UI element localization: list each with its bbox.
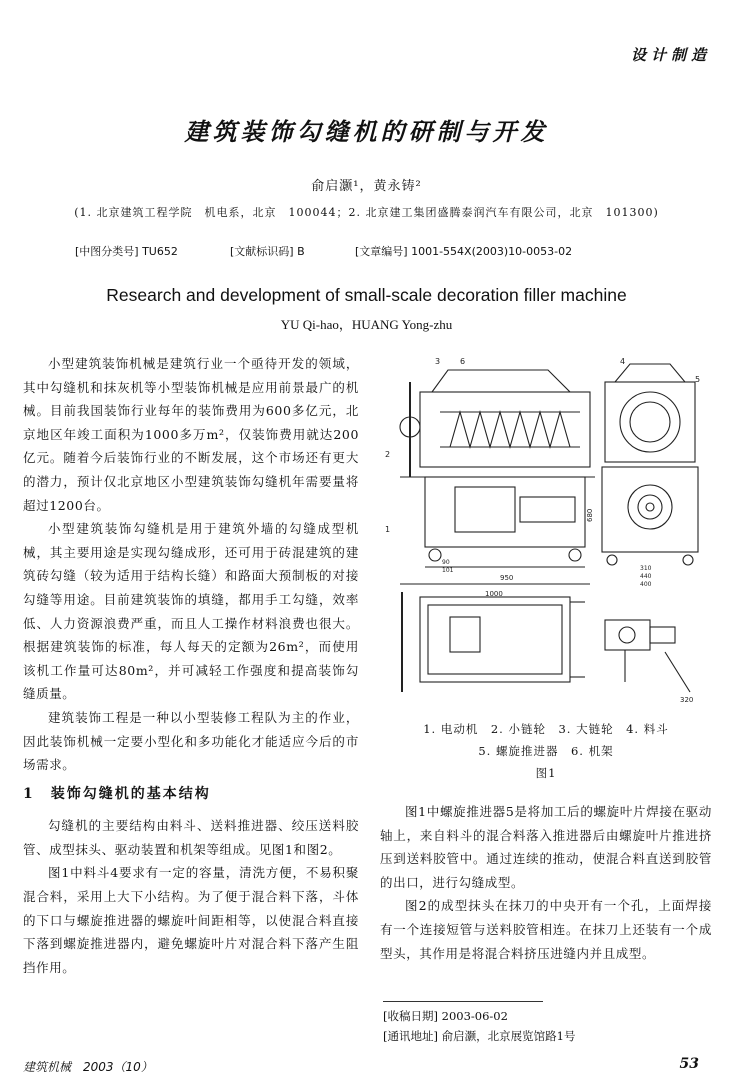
article-number: [文章编号] 1001-554X(2003)10-0053-02 bbox=[355, 245, 573, 258]
right-column bbox=[380, 800, 712, 965]
footnote-rule bbox=[383, 1001, 543, 1002]
paragraph: 小型建筑装饰机械是建筑行业一个亟待开发的领域，其中勾缝机和抹灰机等小型装饰机械是应用前景最广的机械。目前我国装饰行业每年的装饰费用为600多亿元，北京地区年竣工面积为1000多万m²，仅装饰费用就达200亿元。随着今后装饰行业的不断发展，这个市场还有更大的潜力，预计仅北京地区小型建筑装饰勾缝机年需要量将超过1200台。 bbox=[23, 356, 359, 513]
document-code: [文献标识码] B bbox=[230, 245, 305, 258]
english-authors: YU Qi-hao，HUANG Yong-zhu bbox=[280, 317, 453, 332]
dimension-label: 310 bbox=[640, 565, 652, 572]
dimension-label: 101 bbox=[442, 567, 454, 574]
part-number: 2 bbox=[385, 450, 391, 459]
paragraph: 图2的成型抹头在抹刀的中央开有一个孔，上面焊接有一个连接短管与送料胶管相连。在抹刀上还装有一个成型头，其作用是将混合料挤压进缝内并且成型。 bbox=[380, 898, 712, 961]
english-title: Research and development of small-scale decoration filler machine bbox=[106, 285, 627, 305]
end-view-lower bbox=[602, 467, 698, 552]
hopper bbox=[432, 370, 570, 392]
screw-propeller bbox=[450, 412, 570, 447]
end-view-upper bbox=[605, 382, 695, 462]
figure-label: 图1 bbox=[535, 766, 557, 780]
section-heading: 1 装饰勾缝机的基本结构 bbox=[23, 785, 211, 802]
detail-view bbox=[605, 620, 650, 650]
footnote-received: [收稿日期] 2003-06-02 bbox=[383, 1009, 508, 1023]
authors: 俞启灏¹，黄永铸² bbox=[311, 179, 422, 194]
figure-caption-line2: 5. 螺旋推进器 6. 机架 bbox=[478, 744, 614, 758]
paragraph: 图1中螺旋推进器5是将加工后的螺旋叶片焊接在驱动轴上，来自料斗的混合料落入推进器后由螺旋叶片推进挤压到送料胶管中。通过连续的推动，使混合料直送到胶管的出口，进行勾缝成型。 bbox=[380, 804, 712, 890]
left-column bbox=[23, 352, 359, 979]
dimension-label: 90 bbox=[442, 559, 450, 566]
journal-footer: 建筑机械 2003（10） bbox=[23, 1060, 153, 1074]
paragraph: 建筑装饰工程是一种以小型装修工程队为主的作业，因此装饰机械一定要小型化和多功能化才能适应今后的市场需求。 bbox=[23, 709, 359, 773]
dimension-label: 400 bbox=[640, 581, 652, 588]
dimension-label: 950 bbox=[500, 574, 514, 582]
part-number: 5 bbox=[695, 375, 701, 384]
plan-view bbox=[420, 597, 570, 682]
dimension-label: 440 bbox=[640, 573, 652, 580]
dimension-label: 680 bbox=[586, 508, 594, 522]
section-tag: 设计制造 bbox=[630, 46, 711, 64]
dimension-label: 1000 bbox=[485, 590, 503, 598]
figure-caption-line1: 1. 电动机 2. 小链轮 3. 大链轮 4. 料斗 bbox=[423, 722, 669, 736]
part-number: 1 bbox=[385, 525, 391, 534]
affiliation: (1. 北京建筑工程学院 机电系，北京 100044；2. 北京建工集团盛腾泰润汽车有限公司，北京 101300) bbox=[74, 206, 659, 219]
paragraph: 小型建筑装饰勾缝机是用于建筑外墙的勾缝成型机械，其主要用途是实现勾缝成形，还可用于砖混建筑的建筑砖勾缝（较为适用于结构长缝）和路面大预制板的对接勾缝等用途。目前建筑装饰的填缝，都用手工勾缝，效率低、人力资源浪费严重，而且人工操作材料浪费也很大。根据建筑装饰的标准，每人每天的定额为26m²，而使用该机工作量可达80m²，并可减轻工作强度和提高装饰勾缝质量。 bbox=[23, 521, 359, 702]
motor bbox=[520, 497, 575, 522]
part-number: 3 bbox=[435, 357, 441, 366]
part-number: 4 bbox=[620, 357, 626, 366]
footnote-address: [通讯地址] 俞启灏，北京展览馆路1号 bbox=[383, 1029, 576, 1043]
paragraph: 勾缝机的主要结构由料斗、送料推进器、绞压送料胶管、成型抹头、驱动装置和机架等组成。见图1和图2。 bbox=[23, 818, 359, 857]
part-number: 6 bbox=[460, 357, 466, 366]
paragraph: 图1中料斗4要求有一定的容量，清洗方便，不易积聚混合料，采用上大下小结构。为了便于混合料下落，斗体的下口与螺旋推进器的螺旋叶间距相等，以使混合料直接下落到螺旋推进器内，避免螺旋叶片对混合料下落产生阻挡作用。 bbox=[23, 865, 359, 975]
page-number: 53 bbox=[679, 1056, 699, 1072]
article-title: 建筑装饰勾缝机的研制与开发 bbox=[184, 118, 549, 146]
figure-1-drawing bbox=[380, 352, 712, 712]
dimension-label: 320 bbox=[680, 696, 694, 704]
clc-number: [中图分类号] TU652 bbox=[75, 245, 178, 258]
